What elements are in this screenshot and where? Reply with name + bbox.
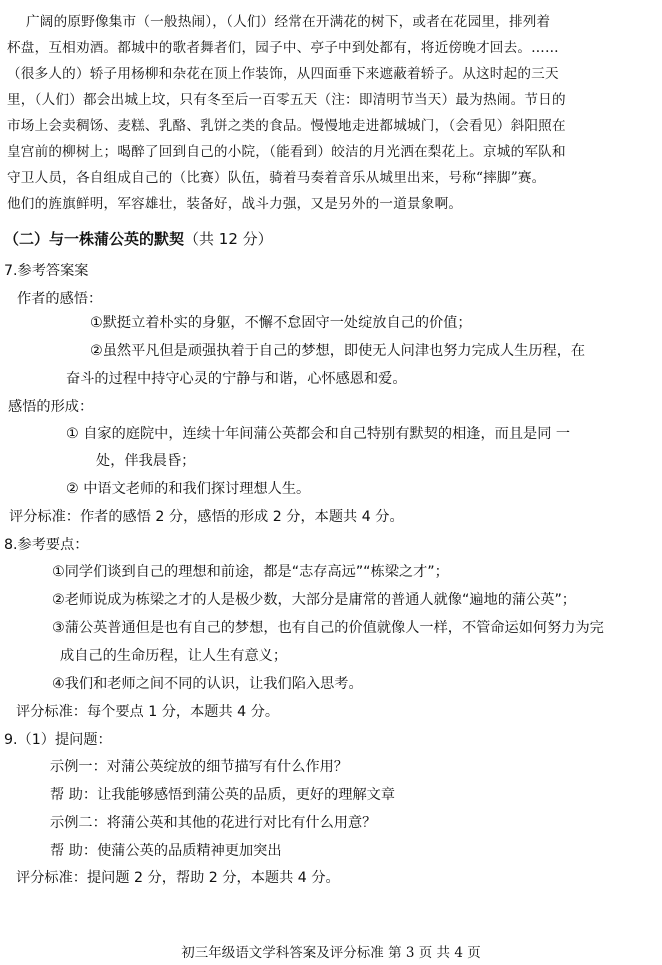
q8-point-3a: ③蒲公英普通但是也有自己的梦想，也有自己的价值就像人一样，不管命运如何努力为完 [52,620,604,636]
q7-insight-2b: 奋斗的过程中持守心灵的宁静与和谐，心怀感恩和爱。 [66,371,407,387]
q8-title: 8.参考要点： [4,537,89,553]
intro-line-5: 市场上会卖稠饧、麦糕、乳酪、乳饼之类的食品。慢慢地走进都城城门，（会看见）斜阳照在 [7,118,566,134]
intro-line-6: 皇宫前的柳树上；喝醉了回到自己的小院，（能看到）皎洁的月光洒在梨花上。京城的军队和 [7,144,566,160]
q8-point-2: ②老师说成为栋梁之才的人是极少数，大部分是庸常的普通人就像“遍地的蒲公英”； [52,592,576,608]
intro-line-7: 守卫人员，各自组成自己的（比赛）队伍，骑着马奏着音乐从城里出来，号称“摔脚”赛。 [7,170,546,186]
page-footer: 初三年级语文学科答案及评分标准 第 3 页 共 4 页 [181,945,481,961]
q7-insight-1: ①默挺立着朴实的身躯，不懈不怠固守一处绽放自己的价值； [90,315,472,331]
q7-formation-2: ② 中语文老师的和我们探讨理想人生。 [66,481,311,497]
q7-label-formation: 感悟的形成： [8,399,94,415]
intro-line-4: 里，（人们）都会出城上坟，只有冬至后一百零五天（注：即清明节当天）最为热闹。节日的 [7,92,566,108]
q7-insight-2a: ②虽然平凡但是顽强执着于自己的梦想，即使无人问津也努力完成人生历程，在 [90,343,586,359]
intro-line-1: 广阔的原野像集市（一般热闹），（人们）经常在开满花的树下，或者在花园里，排列着 [26,14,551,30]
q8-point-4: ④我们和老师之间不同的认识，让我们陷入思考。 [52,676,363,692]
q7-title: 7.参考答案案 [4,263,89,279]
intro-line-3: （很多人的）轿子用杨柳和杂花在顶上作装饰，从四面垂下来遮蔽着轿子。从这时起的三天 [7,66,559,82]
q7-formation-1a: ① 自家的庭院中，连续十年间蒲公英都会和自己特别有默契的相逢，而且是同 一 [66,426,571,442]
q9-example-1: 示例一：对蒲公英绽放的细节描写有什么作用？ [50,759,348,775]
q9-help-1: 帮 助：让我能够感悟到蒲公英的品质，更好的理解文章 [50,787,396,803]
section-heading [4,230,273,248]
q8-criteria: 评分标准：每个要点 1 分，本题共 4 分。 [16,704,280,720]
intro-line-2: 杯盘，互相劝酒。都城中的歌者舞者们，园子中、亭子中到处都有，将近傍晚才回去。…… [7,40,559,56]
intro-line-8: 他们的旌旗鲜明，军容雄壮，装备好，战斗力强，又是另外的一道景象啊。 [7,196,463,212]
q9-title: 9.（1）提问题： [4,732,112,748]
q8-point-3b: 成自己的生命历程，让人生有意义； [60,648,288,664]
q7-criteria: 评分标准：作者的感悟 2 分，感悟的形成 2 分，本题共 4 分。 [9,509,404,525]
q9-example-2: 示例二：将蒲公英和其他的花进行对比有什么用意？ [50,815,377,831]
q9-help-2: 帮 助：使蒲公英的品质精神更加突出 [50,843,282,859]
section-title: （二）与一株蒲公英的默契 [4,230,185,248]
q7-label-insight: 作者的感悟： [17,291,103,307]
q8-point-1: ①同学们谈到自己的理想和前途，都是“志存高远”“栋梁之才”； [52,564,449,580]
q7-formation-1b: 处，伴我晨昏； [96,453,196,469]
section-score: （共 12 分） [184,230,273,248]
q9-criteria: 评分标准：提问题 2 分，帮助 2 分，本题共 4 分。 [16,870,340,886]
